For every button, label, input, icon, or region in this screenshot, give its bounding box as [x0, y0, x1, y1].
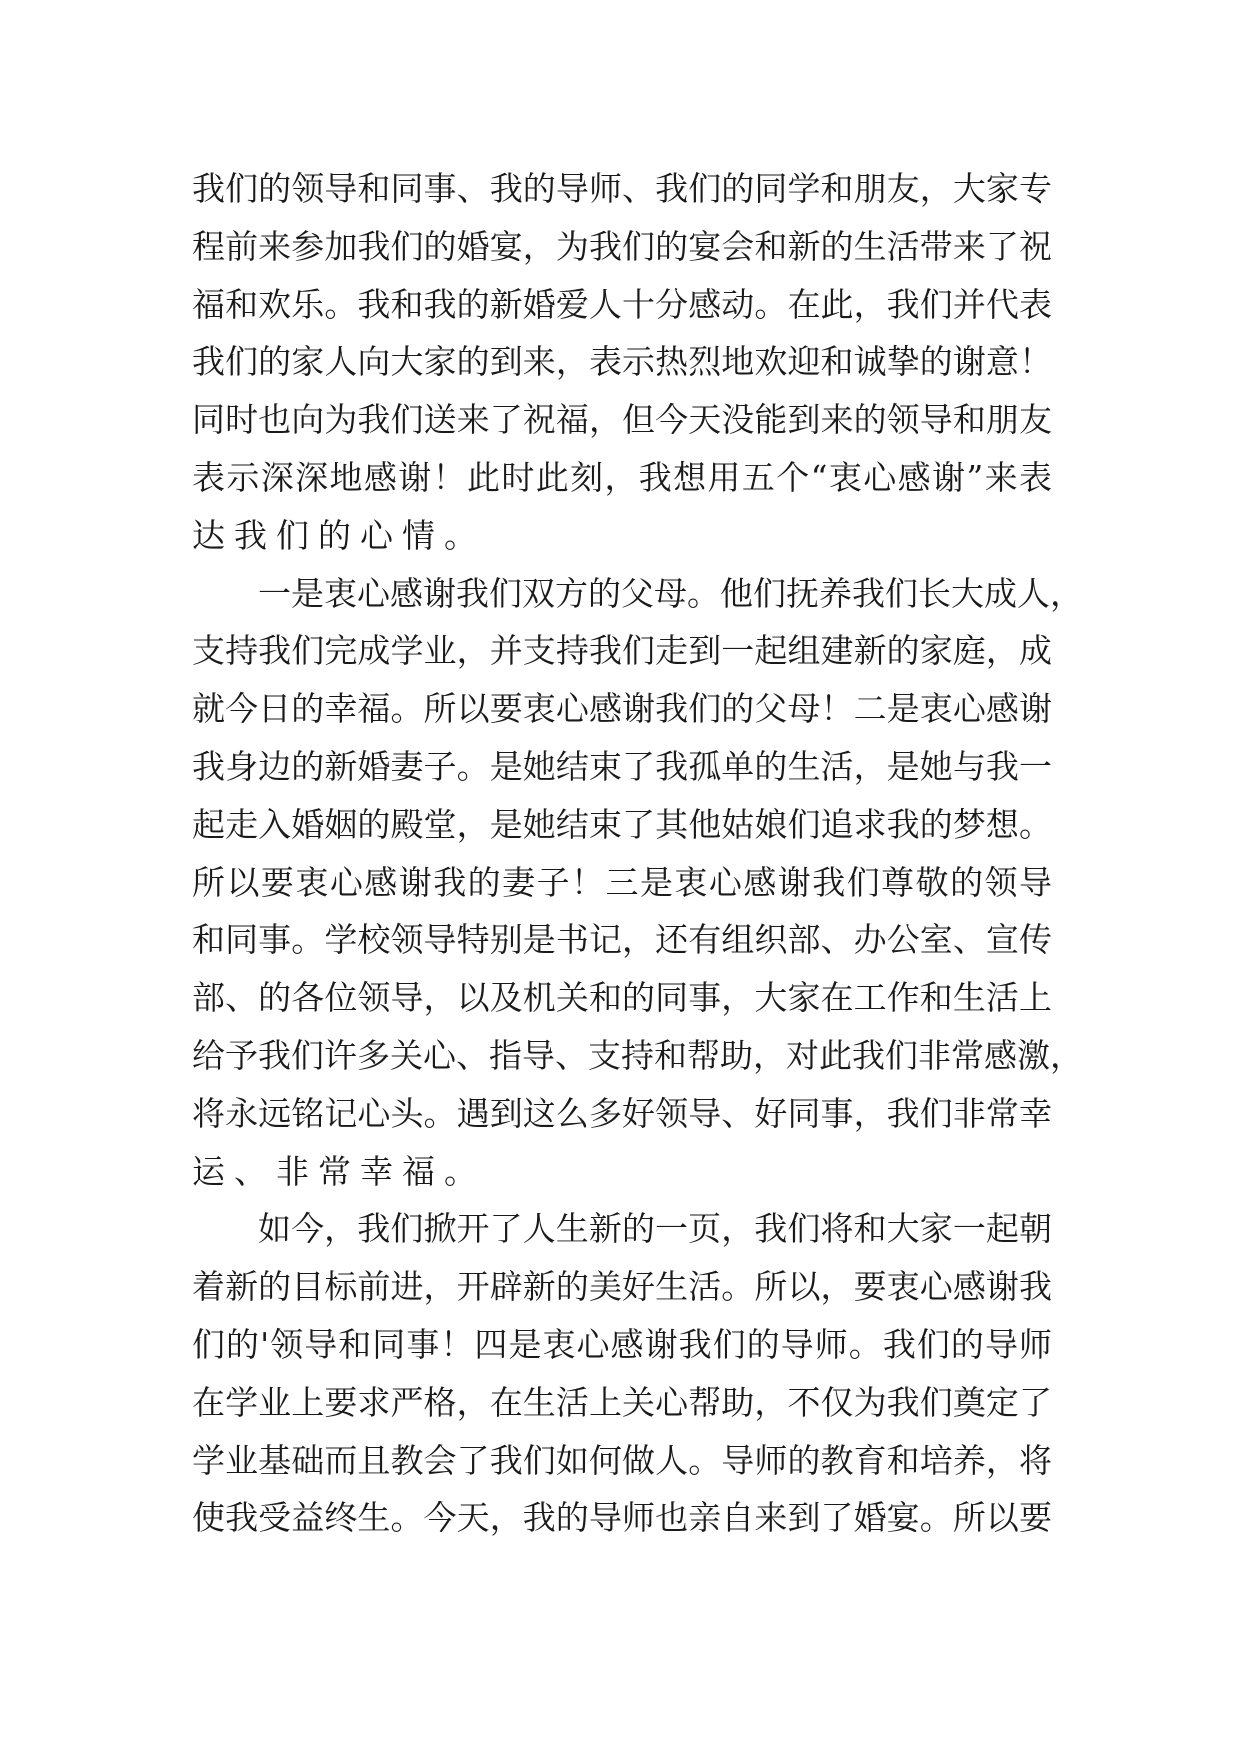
text-line: 我们的家人向大家的到来，表示热烈地欢迎和诚挚的谢意！ — [192, 342, 1052, 382]
text-line: 运、非常幸福。 — [192, 1151, 486, 1191]
text-line: 我们的领导和同事、我的导师、我们的同学和朋友，大家专 — [192, 169, 1052, 208]
text-line: 学业基础而且教会了我们如何做人。导师的教育和培养，将 — [192, 1440, 1052, 1480]
text-line: 一是衷心感谢我们双方的父母。他们抚养我们长大成人， — [258, 573, 1083, 613]
text-line: 着新的目标前进，开辟新的美好生活。所以，要衷心感谢我 — [192, 1267, 1052, 1307]
text-line: 们的'领导和同事！四是衷心感谢我们的导师。我们的导师 — [192, 1324, 1052, 1364]
text-line: 如今，我们掀开了人生新的一页，我们将和大家一起朝 — [258, 1209, 1052, 1249]
paragraph-3 — [192, 1200, 1052, 1547]
text-line: 所以要衷心感谢我的妻子！三是衷心感谢我们尊敬的领导 — [192, 862, 1052, 902]
text-line: 部、的各位领导，以及机关和的同事，大家在工作和生活上 — [192, 978, 1052, 1018]
text-line: 表示深深地感谢！此时此刻，我想用五个“衷心感谢”来表 — [192, 457, 1052, 497]
text-line: 在学业上要求严格，在生活上关心帮助，不仅为我们奠定了 — [192, 1382, 1052, 1422]
paragraph-2 — [192, 565, 1083, 1201]
text-line: 程前来参加我们的婚宴，为我们的宴会和新的生活带来了祝 — [192, 226, 1052, 266]
text-line: 支持我们完成学业，并支持我们走到一起组建新的家庭，成 — [192, 631, 1052, 671]
text-line: 将永远铭记心头。遇到这么多好领导、好同事，我们非常幸 — [192, 1093, 1052, 1133]
text-line: 和同事。学校领导特别是书记，还有组织部、办公室、宣传 — [192, 920, 1052, 960]
text-line: 起走入婚姻的殿堂，是她结束了其他姑娘们追求我的梦想。 — [192, 804, 1052, 844]
text-line: 同时也向为我们送来了祝福，但今天没能到来的领导和朋友 — [192, 400, 1052, 440]
text-line: 达我们的心情。 — [192, 515, 486, 555]
paragraph-1 — [192, 160, 1052, 565]
text-line: 给予我们许多关心、指导、支持和帮助，对此我们非常感激， — [192, 1035, 1083, 1075]
text-line: 我身边的新婚妻子。是她结束了我孤单的生活，是她与我一 — [192, 746, 1052, 786]
text-line: 使我受益终生。今天，我的导师也亲自来到了婚宴。所以要 — [192, 1498, 1052, 1538]
text-line: 就今日的幸福。所以要衷心感谢我们的父母！二是衷心感谢 — [192, 689, 1052, 729]
body-text — [192, 160, 1083, 1547]
text-line: 福和欢乐。我和我的新婚爱人十分感动。在此，我们并代表 — [192, 284, 1052, 324]
